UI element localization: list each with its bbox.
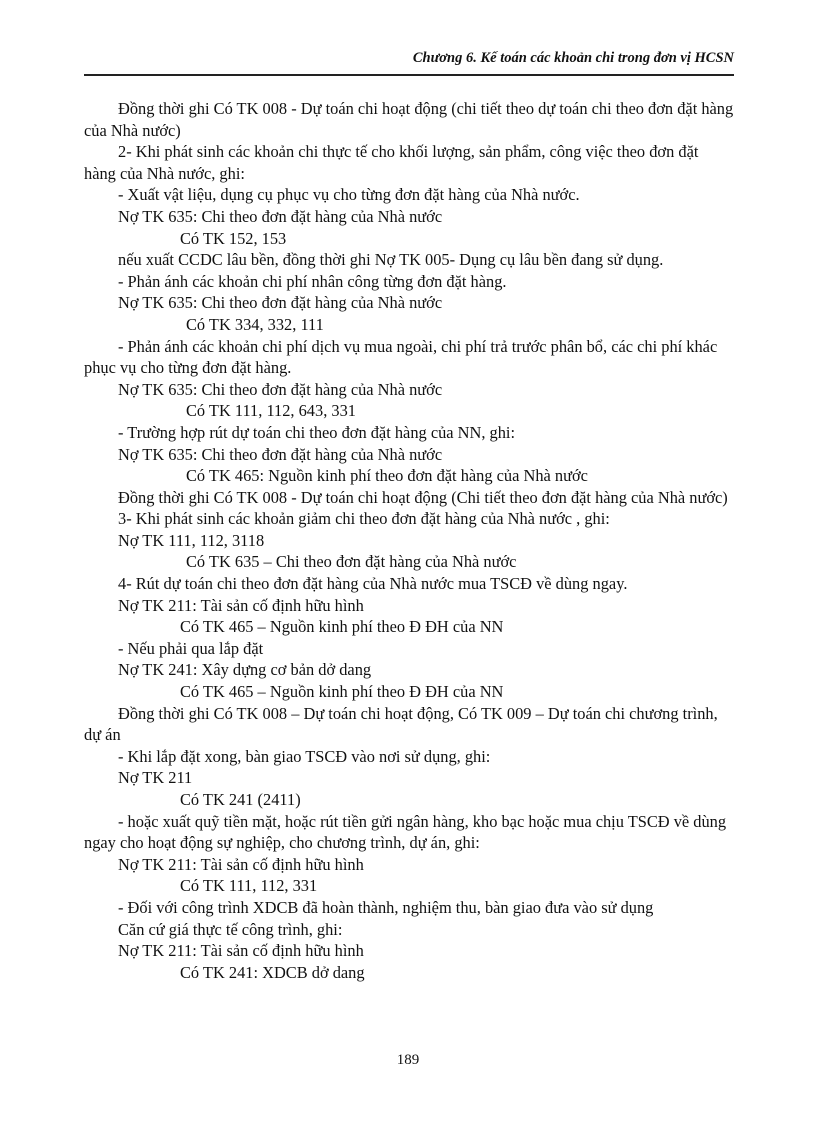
paragraph: Có TK 635 – Chi theo đơn đặt hàng của Nhà nước [186, 552, 517, 572]
header-rule [84, 74, 734, 76]
paragraph: Có TK 465: Nguồn kinh phí theo đơn đặt hàng của Nhà nước [186, 466, 588, 486]
paragraph: Có TK 334, 332, 111 [186, 314, 324, 334]
paragraph: Nợ TK 635: Chi theo đơn đặt hàng của Nhà nước [118, 444, 443, 464]
paragraph: Nợ TK 211: Tài sản cố định hữu hình [118, 595, 364, 615]
paragraph: Đồng thời ghi Có TK 008 - Dự toán chi hoạt động (chi tiết theo dự toán chi theo đơn đặt hàng của Nhà nước) [84, 99, 734, 140]
paragraph: Nợ TK 211 [118, 768, 193, 788]
paragraph: Nợ TK 111, 112, 3118 [118, 530, 265, 550]
page-number: 189 [396, 1052, 420, 1068]
paragraph: - Nếu phải qua lắp đặt [118, 638, 264, 658]
paragraph: Căn cứ giá thực tế công trình, ghi: [118, 919, 343, 939]
paragraph: Có TK 152, 153 [180, 228, 287, 248]
paragraph: Có TK 241: XDCB dở dang [180, 962, 365, 982]
paragraph: Nợ TK 635: Chi theo đơn đặt hàng của Nhà nước [118, 293, 443, 313]
paragraph: - hoặc xuất quỹ tiền mặt, hoặc rút tiền gửi ngân hàng, kho bạc hoặc mua chịu TSCĐ về dùng ngay cho hoạt động sự nghiệp, cho chương trình, dự án, ghi: [84, 811, 727, 853]
paragraph: - Phản ánh các khoản chi phí nhân công từng đơn đặt hàng. [118, 271, 507, 291]
paragraph: Nợ TK 635: Chi theo đơn đặt hàng của Nhà nước [118, 379, 443, 399]
paragraph: - Khi lắp đặt xong, bàn giao TSCĐ vào nơi sử dụng, ghi: [118, 746, 491, 766]
paragraph: nếu xuất CCDC lâu bền, đồng thời ghi Nợ TK 005- Dụng cụ lâu bền đang sử dụng. [118, 250, 664, 270]
paragraph: 3- Khi phát sinh các khoản giảm chi theo đơn đặt hàng của Nhà nước , ghi: [118, 509, 610, 529]
body-text [84, 98, 734, 983]
paragraph: Có TK 465 – Nguồn kinh phí theo Đ ĐH của NN [180, 682, 504, 702]
paragraph: 4- Rút dự toán chi theo đơn đặt hàng của Nhà nước mua TSCĐ về dùng ngay. [118, 574, 628, 594]
paragraph: Nợ TK 211: Tài sản cố định hữu hình [118, 854, 364, 874]
paragraph: Có TK 111, 112, 331 [180, 876, 318, 896]
chapter-header: Chương 6. Kế toán các khoản chi trong đơn vị HCSN [412, 50, 734, 66]
paragraph: Có TK 465 – Nguồn kinh phí theo Đ ĐH của NN [180, 617, 504, 637]
paragraph: - Trường hợp rút dự toán chi theo đơn đặt hàng của NN, ghi: [118, 422, 516, 442]
paragraph: Đồng thời ghi Có TK 008 – Dự toán chi hoạt động, Có TK 009 – Dự toán chi chương trình, dự án [84, 703, 718, 745]
paragraph: Đồng thời ghi Có TK 008 - Dự toán chi hoạt động (Chi tiết theo đơn đặt hàng của Nhà nước) [118, 487, 728, 507]
paragraph: Nợ TK 211: Tài sản cố định hữu hình [118, 941, 364, 961]
paragraph: - Đối với công trình XDCB đã hoàn thành, nghiệm thu, bàn giao đưa vào sử dụng [118, 897, 654, 917]
paragraph: Có TK 241 (2411) [180, 790, 301, 809]
paragraph: 2- Khi phát sinh các khoản chi thực tế cho khối lượng, sản phẩm, công việc theo đơn đặt hàng của Nhà nước, ghi: [84, 142, 699, 183]
paragraph: - Xuất vật liệu, dụng cụ phục vụ cho từng đơn đặt hàng của Nhà nước. [118, 185, 580, 205]
paragraph: Có TK 111, 112, 643, 331 [186, 401, 356, 421]
paragraph: Nợ TK 635: Chi theo đơn đặt hàng của Nhà nước [118, 206, 443, 226]
paragraph: Nợ TK 241: Xây dựng cơ bản dở dang [118, 660, 372, 680]
paragraph: - Phản ánh các khoản chi phí dịch vụ mua ngoài, chi phí trả trước phân bổ, các chi phí khác phục vụ cho từng đơn đặt hàng. [84, 336, 718, 378]
